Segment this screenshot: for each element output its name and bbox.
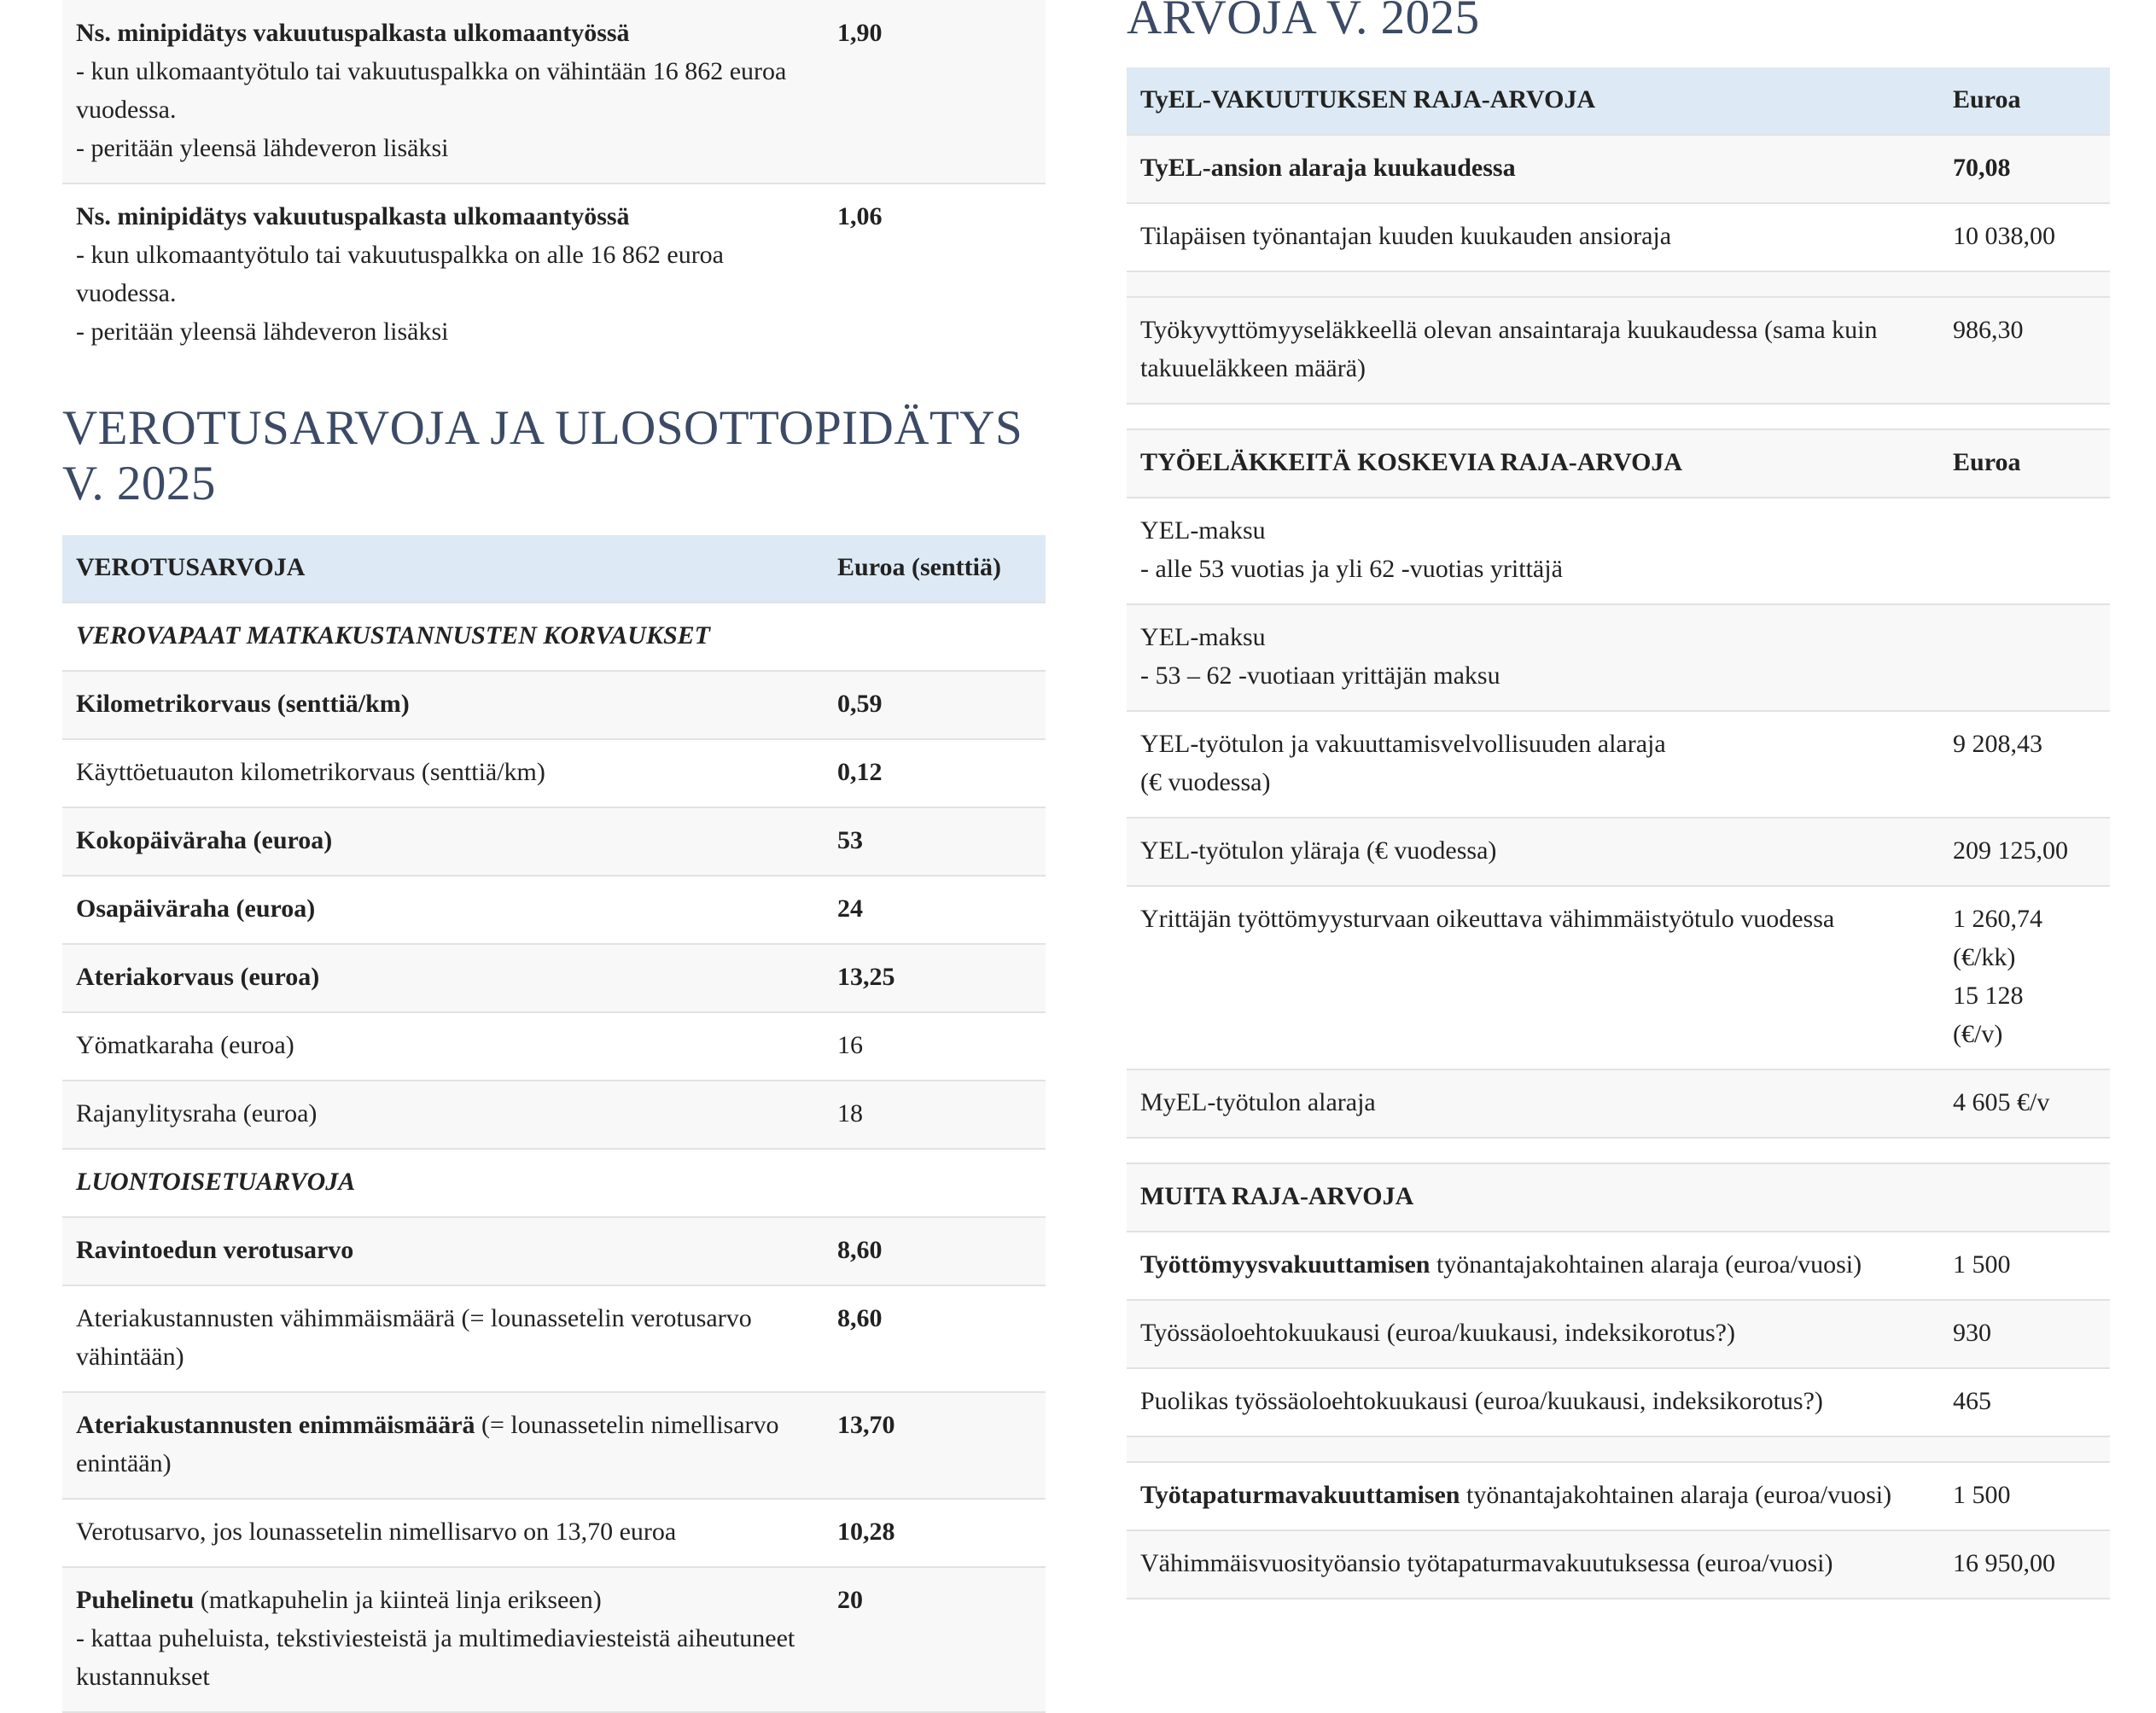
row-label-bold: Puhelinetu [76, 1586, 195, 1614]
tyel-table [1127, 67, 2110, 430]
row-value: 16 [824, 1012, 1046, 1081]
header-value: Euroa [1939, 67, 2110, 135]
row-label-bold: Työtapaturmavakuuttamisen [1140, 1481, 1460, 1509]
row-label: Rajanylitysraha (euroa) [62, 1081, 824, 1149]
row-value: 0,12 [824, 739, 1046, 807]
header-value: Euroa (senttiä) [824, 535, 1046, 603]
table-row [1127, 886, 2110, 1069]
table-header [1127, 1164, 2110, 1232]
table-row [62, 1285, 1046, 1392]
row-label: MyEL-työtulon alaraja [1127, 1069, 1939, 1138]
header-label: MUITA RAJA-ARVOJA [1127, 1164, 1939, 1232]
table-row [1127, 135, 2110, 203]
row-value: 16 950,00 [1939, 1530, 2110, 1599]
table-row [1127, 1368, 2110, 1436]
table-row [62, 944, 1046, 1012]
row-label: Verotusarvo, jos lounassetelin nimellisarvo on 13,70 euroa [62, 1499, 824, 1567]
row-label: Yömatkaraha (euroa) [62, 1012, 824, 1081]
row-label: Ns. minipidätys vakuutuspalkasta ulkomaantyössä [76, 202, 630, 230]
row-label-rest: työnantajakohtainen alaraja (euroa/vuosi) [1460, 1481, 1892, 1509]
row-value: 70,08 [1939, 135, 2110, 203]
row-value: 1,90 [824, 0, 1046, 184]
right-column [1127, 0, 2110, 1599]
row-value: 8,60 [824, 1285, 1046, 1392]
row-label: Osapäiväraha (euroa) [62, 876, 824, 944]
row-label: Yrittäjän työttömyysturvaan oikeuttava vähimmäistyötulo vuodessa [1127, 886, 1939, 1069]
table-row [1127, 1300, 2110, 1368]
row-note: - alle 53 vuotias ja yli 62 -vuotias yrittäjä [1140, 555, 1563, 583]
table-row [62, 1217, 1046, 1285]
row-value: 4 605 €/v [1939, 1069, 2110, 1138]
row-label: TyEL-ansion alaraja kuukaudessa [1127, 135, 1939, 203]
row-label: YEL-työtulon yläraja (€ vuodessa) [1127, 818, 1939, 886]
table-header [1127, 67, 2110, 135]
table-row [1127, 818, 2110, 886]
table-row [62, 876, 1046, 944]
row-label: YEL-maksu [1140, 623, 1266, 651]
table-row [1127, 1232, 2110, 1300]
row-value: 465 [1939, 1368, 2110, 1436]
table-row [1127, 297, 2110, 404]
row-label-bold: Ateriakustannusten enimmäismäärä [76, 1411, 475, 1439]
row-value: 9 208,43 [1939, 711, 2110, 818]
row-note: - peritään yleensä lähdeveron lisäksi [76, 318, 449, 346]
table-row [62, 739, 1046, 807]
row-label-rest: työnantajakohtainen alaraja (euroa/vuosi) [1430, 1250, 1862, 1279]
row-value: 13,25 [824, 944, 1046, 1012]
row-value [1939, 604, 2110, 711]
table-row [62, 184, 1046, 366]
table-row [1127, 498, 2110, 604]
row-value: 1 500 [1939, 1462, 2110, 1530]
row-value: 1 500 [1939, 1232, 2110, 1300]
row-note: - 53 – 62 -vuotiaan yrittäjän maksu [1140, 661, 1500, 690]
row-note: - kattaa puheluista, tekstiviesteistä ja multimediaviesteistä aiheutuneet kustannukset [76, 1624, 795, 1691]
row-label: YEL-maksu [1140, 516, 1266, 545]
table-row [62, 0, 1046, 184]
row-value-unit: (€/v) [1953, 1020, 2003, 1048]
row-value: 10 038,00 [1939, 203, 2110, 271]
table-row [1127, 1069, 2110, 1138]
table-row [1127, 1462, 2110, 1530]
row-note: - peritään yleensä lähdeveron lisäksi [76, 134, 449, 162]
header-label: TYÖELÄKKEITÄ KOSKEVIA RAJA-ARVOJA [1127, 430, 1939, 498]
row-label: Ateriakorvaus (euroa) [62, 944, 824, 1012]
minipidatys-table [62, 0, 1046, 366]
table-row [62, 1499, 1046, 1567]
row-label-bold: Työttömyysvakuuttamisen [1140, 1250, 1431, 1279]
row-value: 930 [1939, 1300, 2110, 1368]
row-value: 986,30 [1939, 297, 2110, 404]
row-label: Ns. minipidätys vakuutuspalkasta ulkomaantyössä [76, 19, 630, 47]
row-value: 24 [824, 876, 1046, 944]
header-value: Euroa [1939, 430, 2110, 498]
row-value [1939, 498, 2110, 604]
row-value: 10,28 [824, 1499, 1046, 1567]
table-spacer [1127, 271, 2110, 297]
row-value: 209 125,00 [1939, 818, 2110, 886]
header-label: TyEL-VAKUUTUKSEN RAJA-ARVOJA [1127, 67, 1939, 135]
row-label: Vähimmäisvuosityöansio työtapaturmavakuutuksessa (euroa/vuosi) [1127, 1530, 1939, 1599]
row-label-rest: (= lounassetelin nimellisarvo enintään) [76, 1411, 779, 1477]
table-row [62, 671, 1046, 739]
table-row [62, 1012, 1046, 1081]
row-value: 18 [824, 1081, 1046, 1149]
row-label: Ateriakustannusten vähimmäismäärä (= lounassetelin verotusarvo vähintään) [62, 1285, 824, 1392]
row-label: Tilapäisen työnantajan kuuden kuukauden ansioraja [1127, 203, 1939, 271]
table-row [62, 1392, 1046, 1499]
table-row [1127, 604, 2110, 711]
row-label: Käyttöetuauton kilometrikorvaus (senttiä/km) [62, 739, 824, 807]
muita-raja-arvoja-table [1127, 1164, 2110, 1599]
table-subheading: VEROVAPAAT MATKAKUSTANNUSTEN KORVAUKSET [62, 603, 1046, 671]
row-label: Työkyvyttömyyseläkkeellä olevan ansaintaraja kuukaudessa (sama kuin takuueläkkeen määrä) [1127, 297, 1939, 404]
row-value: 20 [824, 1567, 1046, 1712]
row-value: 0,59 [824, 671, 1046, 739]
verotusarvoja-table [62, 535, 1046, 1713]
row-note: - kun ulkomaantyötulo tai vakuutuspalkka on alle 16 862 euroa vuodessa. [76, 241, 724, 307]
table-spacer [1127, 1436, 2110, 1462]
row-label: Työssäoloehtokuukausi (euroa/kuukausi, indeksikorotus?) [1127, 1300, 1939, 1368]
table-row [1127, 711, 2110, 818]
row-value: 1,06 [824, 184, 1046, 366]
row-label: Kilometrikorvaus (senttiä/km) [62, 671, 824, 739]
table-header [62, 535, 1046, 603]
row-label-rest: (matkapuhelin ja kiinteä linja erikseen) [194, 1586, 602, 1614]
row-value: 15 128 [1953, 982, 2024, 1010]
section-title: VEROTUSARVOJA JA ULOSOTTOPIDÄTYS V. 2025 [62, 401, 1023, 510]
tyoelake-table [1127, 430, 2110, 1164]
row-value-unit: (€/kk) [1953, 943, 2016, 971]
table-row [62, 807, 1046, 876]
row-label: Puolikas työssäoloehtokuukausi (euroa/kuukausi, indeksikorotus?) [1127, 1368, 1939, 1436]
row-value: 53 [824, 807, 1046, 876]
section-title-fragment: ARVOJA V. 2025 [1127, 0, 1480, 44]
table-spacer [1127, 1138, 2110, 1163]
row-value: 8,60 [824, 1217, 1046, 1285]
row-value: 13,70 [824, 1392, 1046, 1499]
table-row [62, 1567, 1046, 1712]
row-label: YEL-työtulon ja vakuuttamisvelvollisuuden alaraja [1140, 730, 1666, 758]
table-row [62, 1081, 1046, 1149]
table-row [1127, 1530, 2110, 1599]
table-subheading: LUONTOISETUARVOJA [62, 1149, 1046, 1217]
table-header [1127, 430, 2110, 498]
row-value: 1 260,74 [1953, 905, 2042, 933]
row-note: (€ vuodessa) [1140, 768, 1271, 796]
table-spacer [1127, 404, 2110, 429]
row-note: - kun ulkomaantyötulo tai vakuutuspalkka on vähintään 16 862 euroa vuodessa. [76, 57, 787, 124]
header-label: VEROTUSARVOJA [62, 535, 824, 603]
left-column [62, 0, 1046, 1713]
row-label: Ravintoedun verotusarvo [62, 1217, 824, 1285]
row-label: Kokopäiväraha (euroa) [62, 807, 824, 876]
table-row [1127, 203, 2110, 271]
